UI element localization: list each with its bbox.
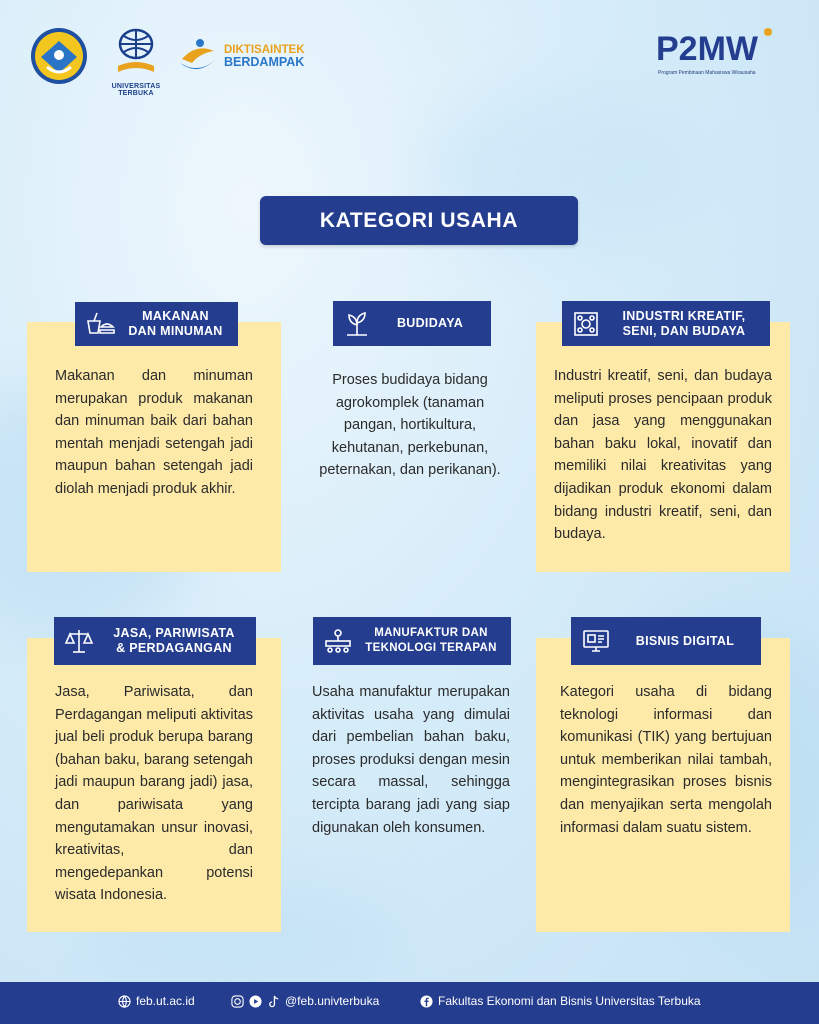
- footer-website[interactable]: [118, 994, 195, 1008]
- diktisaintek-logo: [178, 36, 318, 76]
- label-budidaya: [333, 301, 491, 346]
- label-line2: TEKNOLOGI TERAPAN: [365, 642, 497, 654]
- facebook-icon: [420, 995, 433, 1008]
- universitas-terbuka-logo: [100, 26, 172, 97]
- card-bisnis-digital: [536, 638, 790, 932]
- plant-icon: [343, 311, 371, 337]
- card-budidaya: [306, 322, 514, 572]
- card-manufaktur: [306, 638, 514, 932]
- card-text: Jasa, Pariwisata, dan Perdagangan meliputi aktivitas jual beli produk berupa barang (bahan baku, barang setengah jadi maupun barang jadi) jasa, dan pariwisata yang mengutamakan unsur inovasi, kreativitas, dan mengedepankan potensi wisata Indonesia.: [55, 684, 253, 904]
- footer-social[interactable]: [231, 994, 379, 1008]
- label-makanan-minuman: [75, 302, 238, 346]
- label-industri-kreatif: [562, 301, 770, 346]
- label-line2: SENI, DAN BUDAYA: [622, 323, 746, 338]
- card-jasa-pariwisata: [27, 638, 281, 932]
- label-line1: BISNIS DIGITAL: [635, 633, 735, 648]
- scale-tools-icon: [64, 627, 94, 655]
- youtube-icon: [249, 995, 262, 1008]
- ut-logo-text: UNIVERSITAS TERBUKA: [111, 83, 161, 97]
- p2mw-subtitle: Program Pembinaan Mahasiswa Wirausaha: [658, 70, 756, 76]
- label-line1: MANUFAKTUR DAN: [374, 627, 488, 639]
- p2mw-logo: [652, 24, 794, 84]
- label-line2: & PERDAGANGAN: [116, 641, 232, 655]
- factory-conveyor-icon: [323, 627, 353, 655]
- label-manufaktur: [313, 617, 511, 665]
- card-text: Proses budidaya bidang agrokomplek (tanaman pangan, hortikultura, kehutanan, perkebunan, peternakan, dan perikanan).: [319, 372, 501, 479]
- label-jasa-pariwisata: [54, 617, 256, 665]
- footer-facebook[interactable]: [420, 994, 701, 1008]
- label-line1: INDUSTRI KREATIF,: [622, 308, 746, 323]
- label-line2: DAN MINUMAN: [128, 324, 223, 338]
- footer: [0, 982, 819, 1024]
- footer-website-text: feb.ut.ac.id: [136, 994, 195, 1008]
- card-industri-kreatif: [536, 322, 790, 572]
- footer-social-text: @feb.univterbuka: [285, 994, 380, 1008]
- p2mw-logo-text: P2MW: [656, 30, 758, 68]
- card-makanan-minuman: [27, 322, 281, 572]
- kemdikbud-logo: [27, 27, 91, 85]
- card-text: Industri kreatif, seni, dan budaya meliputi proses pencipaan produk dan jasa yang menggunakan bahan baku lokal, inovatif dan memiliki nilai kreativitas yang dijadikan produk ekonomi dalam bidang industri kreatif, seni, dan budaya.: [554, 368, 772, 543]
- globe-icon: [118, 995, 131, 1008]
- food-drink-icon: [85, 311, 115, 337]
- label-line1: MAKANAN: [142, 309, 209, 323]
- card-text: Usaha manufaktur merupakan aktivitas usaha yang dimulai dari pembelian bahan baku, proses produksi dengan mesin secara massal, sehingga tercipta barang jadi yang siap digunakan oleh konsumen.: [312, 684, 510, 836]
- tiktok-icon: [267, 995, 280, 1008]
- diktisaintek-line2: BERDAMPAK: [224, 55, 305, 69]
- footer-facebook-text: Fakultas Ekonomi dan Bisnis Universitas Terbuka: [438, 994, 701, 1008]
- computer-icon: [581, 627, 611, 655]
- page-title: KATEGORI USAHA: [260, 196, 578, 245]
- label-line1: JASA, PARIWISATA: [113, 626, 235, 640]
- label-bisnis-digital: [571, 617, 761, 665]
- card-text: Kategori usaha di bidang teknologi informasi dan komunikasi (TIK) yang bertujuan untuk memberikan nilai tambah, mengintegrasikan proses bisnis dan menyajikan serta mengolah informasi dalam suatu sistem.: [560, 684, 772, 836]
- diktisaintek-line1: DIKTISAINTEK: [224, 44, 305, 56]
- label-line1: BUDIDAYA: [396, 316, 464, 330]
- batik-pattern-icon: [572, 310, 600, 338]
- instagram-icon: [231, 995, 244, 1008]
- card-text: Makanan dan minuman merupakan produk makanan dan minuman baik dari bahan mentah menjadi setengah jadi maupun bahan setengah jadi diolah menjadi produk akhir.: [55, 368, 253, 497]
